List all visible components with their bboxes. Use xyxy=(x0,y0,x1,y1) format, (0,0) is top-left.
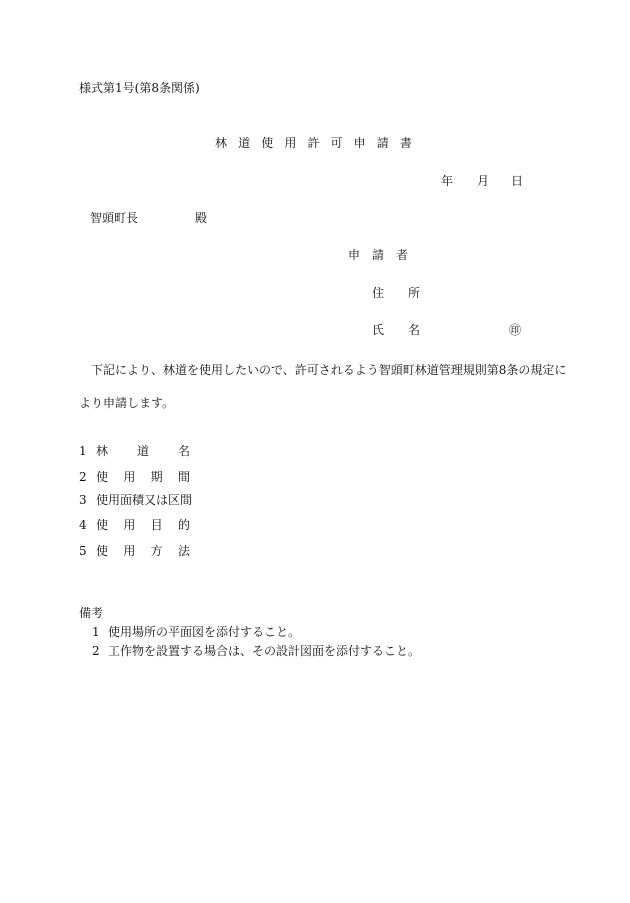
title-char: 申 xyxy=(353,136,366,150)
item-label-char: 使 xyxy=(96,518,109,532)
notes-heading: 備考 xyxy=(79,606,104,620)
item-label xyxy=(96,518,190,532)
item-label xyxy=(96,444,190,458)
note-text: 使用場所の平面図を添付すること。 xyxy=(108,625,301,639)
title-char: 許 xyxy=(307,136,320,150)
note-number: 1 xyxy=(92,625,100,639)
item-label-char: 用 xyxy=(123,470,136,484)
date-year: 年 xyxy=(441,174,454,188)
item-number: 4 xyxy=(79,518,87,532)
document-title xyxy=(215,136,412,150)
title-char: 請 xyxy=(376,136,389,150)
title-char: 林 xyxy=(215,136,228,150)
name-label: 氏 名 xyxy=(372,323,421,337)
item-number: 1 xyxy=(79,444,87,458)
item-label-char: 法 xyxy=(177,544,190,558)
item-label-char: 目 xyxy=(150,518,163,532)
addressee-name: 智頭町長 xyxy=(90,211,139,225)
title-char: 道 xyxy=(238,136,251,150)
addressee-honorific: 殿 xyxy=(195,211,208,225)
item-number: 5 xyxy=(79,544,87,558)
address-label: 住 所 xyxy=(372,286,421,300)
title-char: 可 xyxy=(330,136,343,150)
date-month: 月 xyxy=(477,174,490,188)
title-char: 使 xyxy=(261,136,274,150)
item-label-char: 方 xyxy=(150,544,163,558)
item-label-char: 林 xyxy=(96,444,109,458)
item-label-char: 用 xyxy=(123,544,136,558)
item-label-char: 使 xyxy=(96,470,109,484)
seal-mark: ㊞ xyxy=(509,323,522,337)
item-label-char: 道 xyxy=(136,444,149,458)
form-number: 様式第1号(第8条関係) xyxy=(79,81,200,95)
body-line-1: 下記により、林道を使用したいので、許可されるよう智頭町林道管理規則第8条の規定に xyxy=(91,363,567,377)
item-label: 使用面積又は区間 xyxy=(96,493,193,507)
item-label-char: 使 xyxy=(96,544,109,558)
title-char: 用 xyxy=(284,136,297,150)
item-label-char: 名 xyxy=(177,444,190,458)
item-label-char: 間 xyxy=(177,470,190,484)
item-label-char: 期 xyxy=(150,470,163,484)
item-label-char: 的 xyxy=(177,518,190,532)
note-text: 工作物を設置する場合は、その設計図面を添付すること。 xyxy=(108,644,421,658)
item-number: 2 xyxy=(79,470,87,484)
item-number: 3 xyxy=(79,493,87,507)
applicant-label: 申 請 者 xyxy=(348,248,409,262)
title-char: 書 xyxy=(399,136,412,150)
date-day: 日 xyxy=(511,174,524,188)
note-number: 2 xyxy=(92,644,100,658)
item-label xyxy=(96,470,190,484)
item-label-char: 用 xyxy=(123,518,136,532)
body-line-2: より申請します。 xyxy=(79,396,175,410)
item-label xyxy=(96,544,190,558)
